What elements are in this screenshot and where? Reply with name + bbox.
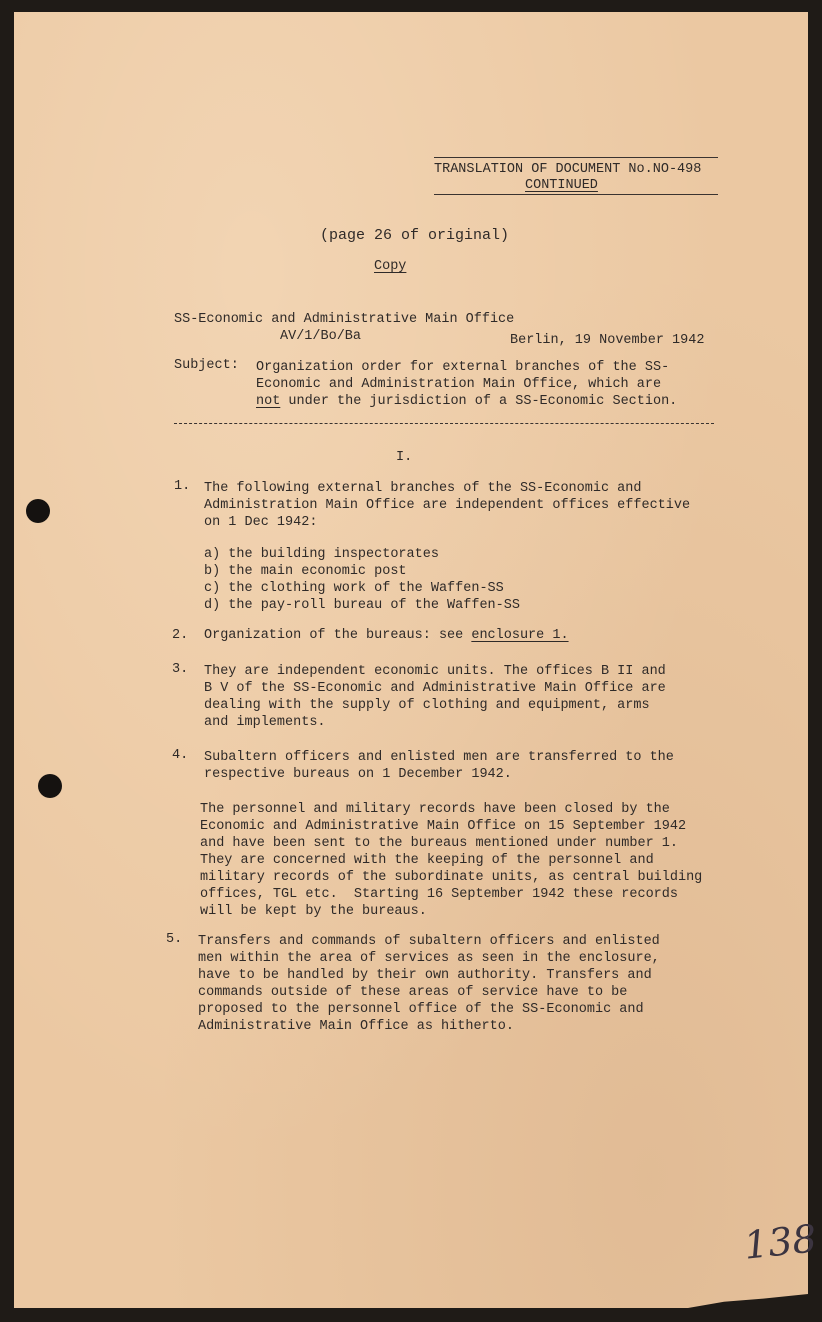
header-rule-top [434, 157, 718, 158]
item-1-line-1: The following external branches of the SS-Economic and [204, 481, 642, 496]
item-1-sub-b: b) the main economic post [204, 564, 407, 579]
item-4-para-line-3: and have been sent to the bureaus mentioned under number 1. [200, 836, 678, 851]
item-4-para-line-2: Economic and Administrative Main Office on 15 September 1942 [200, 819, 687, 834]
sender-office: SS-Economic and Administrative Main Office [174, 312, 515, 327]
subject-divider [174, 423, 714, 424]
sender-reference: AV/1/Bo/Ba [280, 329, 362, 344]
subject-line-2: Economic and Administration Main Office, which are [256, 377, 662, 392]
item-3-line-2: B V of the SS-Economic and Administrative Main Office are [204, 681, 666, 696]
item-2-number: 2. [172, 628, 189, 643]
item-3-line-1: They are independent economic units. The offices B II and [204, 664, 666, 679]
item-4-para-line-1: The personnel and military records have been closed by the [200, 802, 670, 817]
subject-line-1: Organization order for external branches of the SS- [256, 360, 670, 375]
subject-label: Subject: [174, 358, 239, 373]
item-3-line-4: and implements. [204, 715, 326, 730]
document-page [14, 12, 819, 1308]
item-3-number: 3. [172, 662, 189, 677]
subject-line-3 [256, 394, 677, 410]
item-2-lead: Organization of the bureaus: see [204, 628, 472, 643]
header-rule-bottom [434, 194, 718, 195]
item-1-line-3: on 1 Dec 1942: [204, 515, 318, 530]
item-5-line-3: have to be handled by their own authority. Transfers and [198, 968, 652, 983]
continued-label: CONTINUED [525, 178, 598, 193]
item-5-line-4: commands outside of these areas of service have to be [198, 985, 628, 1000]
enclosure-reference: enclosure 1. [471, 628, 569, 643]
item-4-para-line-7: will be kept by the bureaus. [200, 904, 427, 919]
place-date: Berlin, 19 November 1942 [510, 333, 705, 348]
item-5-number: 5. [166, 932, 183, 947]
subject-line-3-rest: under the jurisdiction of a SS-Economic Section. [280, 394, 678, 409]
handwritten-page-number: 138 [741, 1216, 819, 1268]
punch-hole-bottom [38, 774, 62, 798]
translation-header: TRANSLATION OF DOCUMENT No.NO-498 [434, 162, 702, 177]
item-1-sub-a: a) the building inspectorates [204, 547, 439, 562]
torn-corner [688, 1294, 808, 1308]
item-4-line-2: respective bureaus on 1 December 1942. [204, 767, 512, 782]
item-1-sub-c: c) the clothing work of the Waffen-SS [204, 581, 504, 596]
item-4-line-1: Subaltern officers and enlisted men are transferred to the [204, 750, 674, 765]
copy-label: Copy [374, 259, 407, 274]
item-4-para-line-5: military records of the subordinate units, as central building [200, 870, 703, 885]
item-1-number: 1. [174, 479, 191, 494]
item-5-line-5: proposed to the personnel office of the SS-Economic and [198, 1002, 644, 1017]
item-1-line-2: Administration Main Office are independent offices effective [204, 498, 691, 513]
item-5-line-6: Administrative Main Office as hitherto. [198, 1019, 514, 1034]
item-1-sub-d: d) the pay-roll bureau of the Waffen-SS [204, 598, 520, 613]
punch-hole-top [26, 499, 50, 523]
section-numeral: I. [396, 450, 413, 465]
item-2-text [204, 628, 569, 644]
item-3-line-3: dealing with the supply of clothing and equipment, arms [204, 698, 650, 713]
item-4-para-line-4: They are concerned with the keeping of the personnel and [200, 853, 654, 868]
item-4-number: 4. [172, 748, 189, 763]
item-4-para-line-6: offices, TGL etc. Starting 16 September 1942 these records [200, 887, 678, 902]
subject-emphasis: not [256, 394, 281, 409]
item-5-line-2: men within the area of services as seen in the enclosure, [198, 951, 660, 966]
item-5-line-1: Transfers and commands of subaltern officers and enlisted [198, 934, 660, 949]
page-reference: (page 26 of original) [320, 227, 510, 244]
